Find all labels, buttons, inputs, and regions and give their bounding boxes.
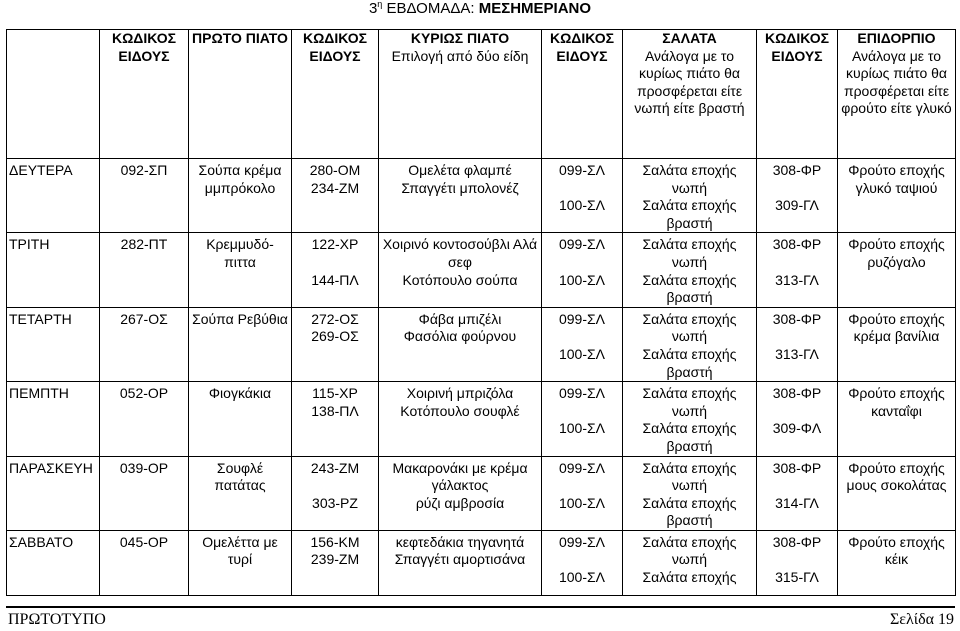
header-salad-sub: Ανάλογα με το κυρίως πιάτο θα προσφέρεται είτε νωπή είτε βραστή	[634, 47, 745, 117]
table-row	[7, 233, 956, 307]
first-course-code: 267-ΟΣ	[100, 307, 189, 381]
desserts: Φρούτο εποχής ρυζόγαλο	[838, 233, 956, 307]
first-course-code: 092-ΣΠ	[100, 159, 189, 233]
header-code-first: ΚΩΔΙΚΟΣ ΕΙΔΟΥΣ	[100, 30, 189, 159]
page-title	[0, 0, 960, 18]
first-course: Σούπα Ρεβύθια	[189, 307, 292, 381]
dessert-codes: 308-ΦΡ 309-ΦΛ	[757, 382, 838, 456]
header-dessert-sub: Ανάλογα με το κυρίως πιάτο θα προσφέρεται είτε φρούτο είτε γλυκό	[841, 47, 952, 117]
desserts: Φρούτο εποχής κανταΐφι	[838, 382, 956, 456]
header-first-course: ΠΡΩΤΟ ΠΙΑΤΟ	[189, 30, 292, 159]
main-course-codes: 243-ΖΜ 303-ΡΖ	[292, 456, 379, 530]
dessert-codes: 308-ΦΡ 315-ΓΛ	[757, 530, 838, 595]
main-course-codes: 272-ΟΣ 269-ΟΣ	[292, 307, 379, 381]
first-course: Φιογκάκια	[189, 382, 292, 456]
header-salad	[623, 30, 757, 159]
salad-codes: 099-ΣΛ 100-ΣΛ	[542, 159, 623, 233]
day-cell: ΤΕΤΑΡΤΗ	[7, 307, 100, 381]
header-row	[7, 30, 956, 159]
week-label: ΕΒΔΟΜΑΔΑ:	[386, 0, 475, 17]
desserts: Φρούτο εποχής κρέμα βανίλια	[838, 307, 956, 381]
main-courses: κεφτεδάκια τηγανητά Σπαγγέτι αμορτισάνα	[379, 530, 542, 595]
main-course-codes: 156-ΚΜ 239-ΖΜ	[292, 530, 379, 595]
dessert-codes: 308-ΦΡ 314-ΓΛ	[757, 456, 838, 530]
first-course-code: 282-ΠΤ	[100, 233, 189, 307]
table-row	[7, 307, 956, 381]
main-courses: Ομελέτα φλαμπέ Σπαγγέτι μπολονέζ	[379, 159, 542, 233]
day-cell: ΠΕΜΠΤΗ	[7, 382, 100, 456]
main-course-codes: 122-ΧΡ 144-ΠΛ	[292, 233, 379, 307]
dessert-codes: 308-ΦΡ 313-ΓΛ	[757, 233, 838, 307]
first-course: Σούπα κρέμα μμπρόκολο	[189, 159, 292, 233]
weekly-menu-table	[6, 29, 956, 596]
salads: Σαλάτα εποχής νωπή Σαλάτα εποχής βραστή	[623, 159, 757, 233]
salads: Σαλάτα εποχής νωπή Σαλάτα εποχής βραστή	[623, 382, 757, 456]
table-row	[7, 456, 956, 530]
week-number: 3	[368, 0, 378, 17]
table-row	[7, 159, 956, 233]
header-main-title: ΚΥΡΙΩΣ ΠΙΑΤΟ	[410, 30, 510, 46]
first-course-code: 052-ΟΡ	[100, 382, 189, 456]
dessert-codes: 308-ΦΡ 313-ΓΛ	[757, 307, 838, 381]
table-row	[7, 382, 956, 456]
main-course-codes: 115-ΧΡ 138-ΠΛ	[292, 382, 379, 456]
week-ordinal: η	[377, 0, 383, 9]
header-main-course	[379, 30, 542, 159]
day-cell: ΔΕΥΤΕΡΑ	[7, 159, 100, 233]
main-courses: Μακαρονάκι με κρέμα γάλακτος ρύζι αμβροσία	[379, 456, 542, 530]
main-courses: Χοιρινή μπριζόλα Κοτόπουλο σουφλέ	[379, 382, 542, 456]
salads: Σαλάτα εποχής νωπή Σαλάτα εποχής βραστή	[623, 233, 757, 307]
header-dessert	[838, 30, 956, 159]
salad-codes: 099-ΣΛ 100-ΣΛ	[542, 456, 623, 530]
first-course: Κρεμμυδό-πιττα	[189, 233, 292, 307]
meal-label: ΜΕΣΗΜΕΡΙΑΝΟ	[478, 0, 592, 17]
header-day	[7, 30, 100, 159]
header-code-salad: ΚΩΔΙΚΟΣ ΕΙΔΟΥΣ	[542, 30, 623, 159]
main-courses: Φάβα μπιζέλι Φασόλια φούρνου	[379, 307, 542, 381]
salads: Σαλάτα εποχής νωπή Σαλάτα εποχής	[623, 530, 757, 595]
main-courses: Χοιρινό κοντοσούβλι Αλά σεφ Κοτόπουλο σούπα	[379, 233, 542, 307]
footer-page-number: Σελίδα 19	[889, 611, 954, 628]
salad-codes: 099-ΣΛ 100-ΣΛ	[542, 307, 623, 381]
table-row	[7, 530, 956, 595]
day-cell: ΠΑΡΑΣΚΕΥΗ	[7, 456, 100, 530]
header-dessert-title: ΕΠΙΔΟΡΠΙΟ	[857, 30, 936, 46]
salad-codes: 099-ΣΛ 100-ΣΛ	[542, 530, 623, 595]
first-course: Ομελέττα με τυρί	[189, 530, 292, 595]
first-course-code: 039-ΟΡ	[100, 456, 189, 530]
header-code-dessert: ΚΩΔΙΚΟΣ ΕΙΔΟΥΣ	[757, 30, 838, 159]
day-cell: ΤΡΙΤΗ	[7, 233, 100, 307]
desserts: Φρούτο εποχής γλυκό ταψιού	[838, 159, 956, 233]
header-salad-title: ΣΑΛΑΤΑ	[662, 30, 717, 46]
header-code-main: ΚΩΔΙΚΟΣ ΕΙΔΟΥΣ	[292, 30, 379, 159]
salads: Σαλάτα εποχής νωπή Σαλάτα εποχής βραστή	[623, 456, 757, 530]
desserts: Φρούτο εποχής κέικ	[838, 530, 956, 595]
first-course: Σουφλέ πατάτας	[189, 456, 292, 530]
salads: Σαλάτα εποχής νωπή Σαλάτα εποχής βραστή	[623, 307, 757, 381]
footer-divider	[6, 606, 955, 608]
desserts: Φρούτο εποχής μους σοκολάτας	[838, 456, 956, 530]
salad-codes: 099-ΣΛ 100-ΣΛ	[542, 382, 623, 456]
header-main-sub: Επιλογή από δύο είδη	[391, 47, 529, 64]
footer-original-label: ΠΡΩΤΟΤΥΠΟ	[8, 611, 106, 628]
day-cell: ΣΑΒΒΑΤΟ	[7, 530, 100, 595]
salad-codes: 099-ΣΛ 100-ΣΛ	[542, 233, 623, 307]
main-course-codes: 280-ΟΜ 234-ΖΜ	[292, 159, 379, 233]
dessert-codes: 308-ΦΡ 309-ΓΛ	[757, 159, 838, 233]
first-course-code: 045-ΟΡ	[100, 530, 189, 595]
